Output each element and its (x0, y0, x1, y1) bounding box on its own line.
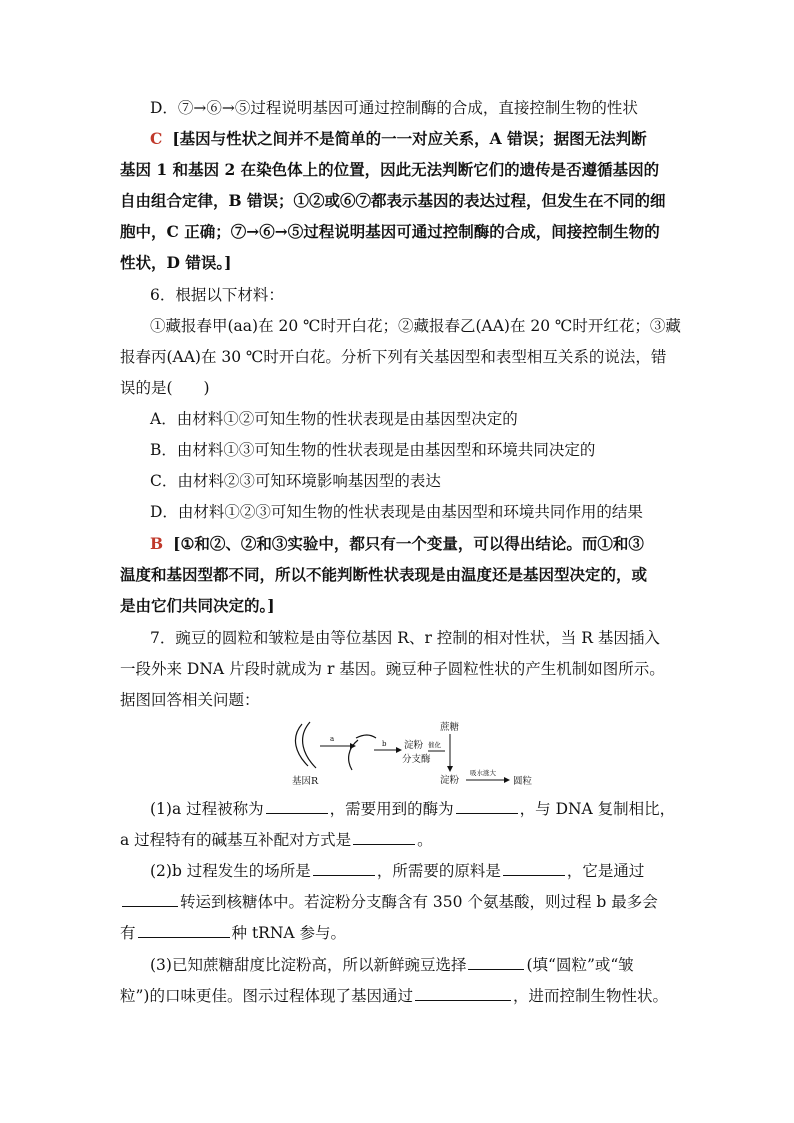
q7-sub1-text-c: ，与 DNA 复制相比， (519, 800, 676, 818)
q6-material-line-1: ①藏报春甲(aa)在 20 ℃时开白花；②藏报春乙(AA)在 20 ℃时开红花；③藏 (150, 317, 681, 335)
q5-explanation-line-4: 胞中，C 正确；⑦→⑥→⑤过程说明基因可通过控制酶的合成，间接控制生物的 (120, 222, 660, 241)
q7-sub1-blank-3[interactable] (353, 830, 415, 845)
q7-sub2-line-2 (120, 891, 658, 913)
round-label: 圆粒 (513, 776, 533, 787)
q7-sub2-line-1 (150, 860, 644, 882)
q5-answer: C (150, 129, 163, 148)
q6-stem: 6．根据以下材料： (150, 286, 284, 304)
q5-explanation-line-1 (150, 128, 647, 150)
q7-sub2-blank-4[interactable] (138, 923, 230, 938)
q7-sub3-line-2 (120, 985, 668, 1007)
q7-sub2-text-a: (2)b 过程发生的场所是 (150, 862, 311, 880)
mrna-strand-top (356, 735, 376, 738)
enzyme-label-1: 淀粉 (404, 740, 424, 751)
q7-sub1-line-2 (120, 829, 433, 851)
q6-answer: B (150, 534, 164, 553)
arrow-b-label: b (382, 740, 387, 748)
q6-option-c: C．由材料②③可知环境影响基因型的表达 (150, 472, 441, 490)
q7-sub3-blank-1[interactable] (468, 955, 524, 970)
q7-sub2-text-e: 有 (120, 924, 136, 942)
q7-sub2-text-f: 种 tRNA 参与。 (231, 924, 347, 942)
sucrose-arrow-head (447, 766, 453, 772)
dna-strand-2 (303, 722, 316, 768)
catalyze-label: 催化 (428, 741, 441, 749)
q7-sub2-text-b: ，所需要的原料是 (376, 862, 501, 880)
q7-sub2-text-c: ，它是通过 (566, 862, 645, 880)
q7-sub3-text-d: ，进而控制生物性状。 (512, 987, 668, 1005)
q7-sub2-line-3 (120, 922, 346, 944)
q7-sub3-text-a: (3)已知蔗糖甜度比淀粉高，所以新鲜豌豆选择 (150, 956, 467, 974)
q6-option-b: B．由材料①③可知生物的性状表现是由基因型和环境共同决定的 (150, 441, 596, 459)
water-label: 吸水涨大 (470, 769, 496, 777)
arrow-a-label: a (330, 735, 335, 743)
q7-sub1-blank-1[interactable] (266, 799, 328, 814)
q7-sub2-text-d: 转运到核糖体中。若淀粉分支酶含有 350 个氨基酸，则过程 b 最多会 (180, 893, 658, 911)
dna-strand-1 (295, 724, 308, 766)
q5-expl-text-1: [基因与性状之间并不是简单的一一对应关系，A 错误；据图无法判断 (172, 129, 647, 148)
q5-explanation-line-3: 自由组合定律，B 错误；①②或⑥⑦都表示基因的表达过程，但发生在不同的细 (120, 191, 666, 210)
q7-sub1-line-1 (150, 798, 675, 820)
q7-stem-line-2: 一段外来 DNA 片段时就成为 r 基因。豌豆种子圆粒性状的产生机制如图所示。 (120, 660, 665, 678)
q6-option-a: A．由材料①②可知生物的性状表现是由基因型决定的 (150, 410, 518, 428)
q6-option-d: D．由材料①②③可知生物的性状表现是由基因型和环境共同作用的结果 (150, 503, 643, 521)
q7-sub3-text-b: (填“圆粒”或“皱 (526, 956, 634, 974)
starch-label: 淀粉 (440, 775, 460, 786)
q6-material-line-3: 误的是( ) (120, 379, 210, 397)
q7-stem-line-3: 据图回答相关问题： (120, 691, 260, 709)
q7-sub2-blank-1[interactable] (313, 861, 375, 876)
q7-sub1-blank-2[interactable] (456, 799, 518, 814)
gene-r-label: 基因R (292, 776, 319, 787)
q6-explanation-line-3: 是由它们共同决定的。] (120, 596, 275, 615)
q7-sub1-text-a: (1)a 过程被称为 (150, 800, 264, 818)
q6-explanation-line-2: 温度和基因型都不同，所以不能判断性状表现是由温度还是基因型决定的，或 (120, 565, 648, 584)
q7-sub1-text-e: 。 (417, 831, 433, 849)
sucrose-label: 蔗糖 (440, 722, 460, 733)
q6-expl-text-1: [①和②、②和③实验中，都只有一个变量，可以得出结论。而①和③ (173, 534, 644, 553)
q5-explanation-line-5: 性状，D 错误。] (120, 253, 232, 272)
q7-sub1-text-d: a 过程特有的碱基互补配对方式是 (120, 831, 352, 849)
q7-sub2-blank-3[interactable] (122, 892, 178, 907)
q6-explanation-line-1 (150, 533, 644, 555)
q6-material-line-2: 报春丙(AA)在 30 ℃时开白花。分析下列有关基因型和表型相互关系的说法，错 (120, 348, 667, 366)
q5-explanation-line-2: 基因 1 和基因 2 在染色体上的位置，因此无法判断它们的遗传是否遵循基因的 (120, 160, 660, 179)
q7-stem-line-1: 7．豌豆的圆粒和皱粒是由等位基因 R、r 控制的相对性状，当 R 基因插入 (150, 629, 660, 647)
q7-sub1-text-b: ，需要用到的酶为 (329, 800, 454, 818)
q7-sub3-line-1 (150, 954, 634, 976)
enzyme-label-2: 分支酶 (402, 754, 431, 765)
arrow-b-head (396, 747, 402, 753)
q7-sub3-text-c: 粒”)的口味更佳。图示过程体现了基因通过 (120, 987, 413, 1005)
water-arrow-head (504, 777, 510, 783)
q5-option-d: D．⑦→⑥→⑤过程说明基因可通过控制酶的合成，直接控制生物的性状 (150, 99, 638, 117)
q7-sub3-blank-2[interactable] (415, 986, 511, 1001)
q7-sub2-blank-2[interactable] (503, 861, 565, 876)
gene-expression-diagram (290, 720, 550, 792)
